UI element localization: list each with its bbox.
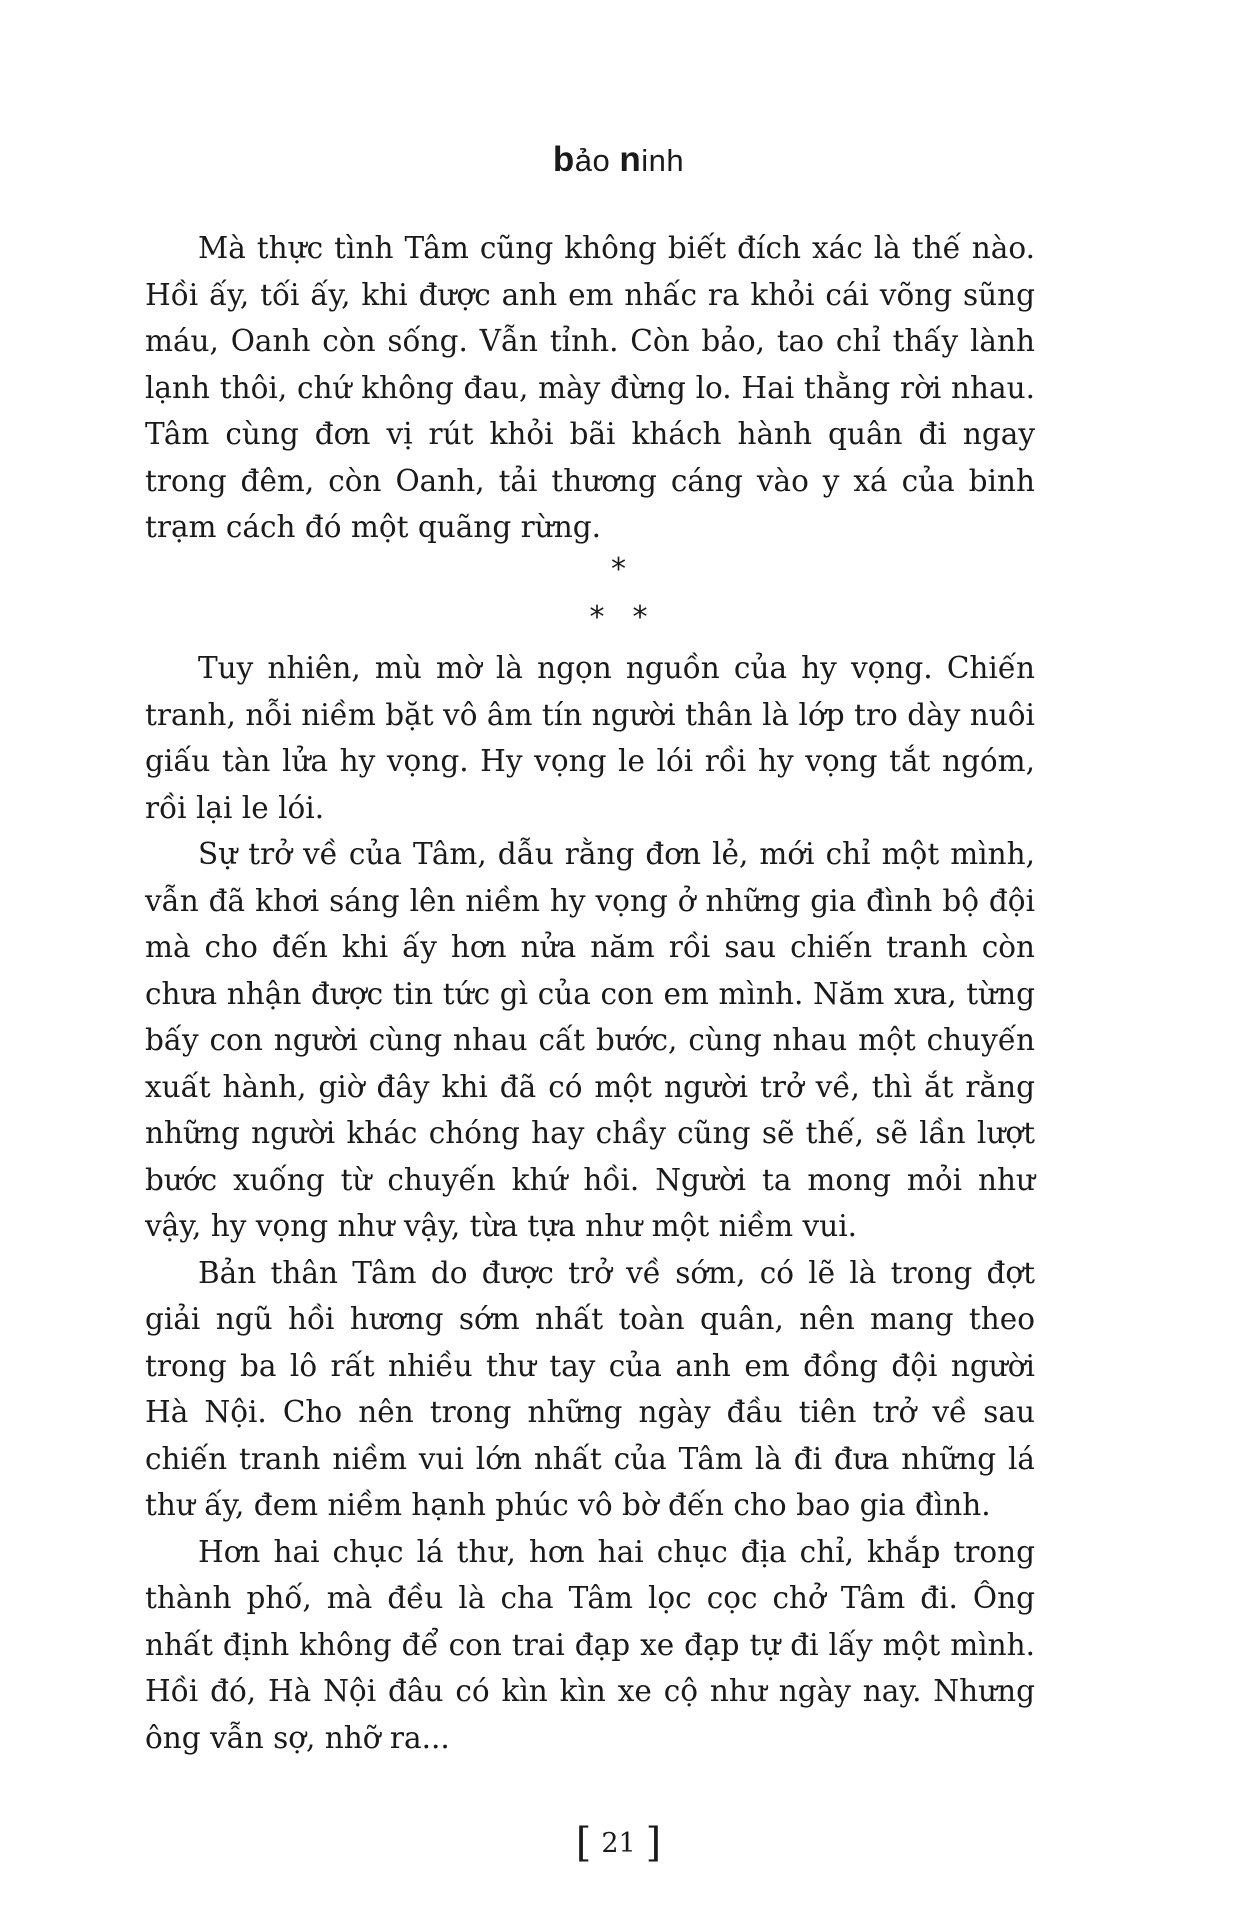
paragraph: Sự trở về của Tâm, dẫu rằng đơn lẻ, mới chỉ một mình, vẫn đã khơi sáng lên niềm hy vọng ở những gia đình bộ đội mà cho đến khi ấy hơn nửa năm rồi sau chiến tranh còn chưa nhận được tin tức gì của con em mình. Năm xưa, từng bấy con người cùng nhau cất bước, cùng nhau một chuyến xuất hành, giờ đây khi đã có một người trở về, thì ắt rằng những người khác chóng hay chầy cũng sẽ thế, sẽ lần lượt bước xuống từ chuyến khứ hồi. Người ta mong mỏi như vậy, hy vọng như vậy, từa tựa như một niềm vui.: [145, 837, 1035, 1243]
body-text-section-two: [145, 645, 1035, 1761]
paragraph: Hơn hai chục lá thư, hơn hai chục địa chỉ, khắp trong thành phố, mà đều là cha Tâm lọc cọc chở Tâm đi. Ông nhất định không để con trai đạp xe đạp tự đi lấy một mình. Hồi đó, Hà Nội đâu có kìn kìn xe cộ như ngày nay. Nhưng ông vẫn sợ, nhỡ ra...: [145, 1534, 1035, 1755]
author-initial-n: n: [619, 140, 642, 179]
section-separator-top: [0, 552, 1237, 587]
author-initial-b: b: [552, 140, 575, 179]
separator-star: *: [632, 600, 648, 635]
separator-star: *: [611, 552, 626, 587]
paragraph: Tuy nhiên, mù mờ là ngọn nguồn của hy vọng. Chiến tranh, nỗi niềm bặt vô âm tín người thân là lớp tro dày nuôi giấu tàn lửa hy vọng. Hy vọng le lói rồi hy vọng tắt ngóm, rồi lại le lói.: [145, 651, 1035, 825]
separator-star: *: [589, 600, 605, 635]
section-separator-bottom: [0, 600, 1237, 635]
paragraph: Mà thực tình Tâm cũng không biết đích xác là thế nào. Hồi ấy, tối ấy, khi được anh em nhấc ra khỏi cái võng sũng máu, Oanh còn sống. Vẫn tỉnh. Còn bảo, tao chỉ thấy lành lạnh thôi, chứ không đau, mày đừng lo. Hai thằng rời nhau. Tâm cùng đơn vị rút khỏi bãi khách hành quân đi ngay trong đêm, còn Oanh, tải thương cáng vào y xá của binh trạm cách đó một quãng rừng.: [145, 231, 1035, 544]
author-name-part: inh: [641, 143, 685, 178]
page-number: [0, 1820, 1237, 1866]
body-text-section-one: [145, 225, 1035, 551]
paragraph: Bản thân Tâm do được trở về sớm, có lẽ là trong đợt giải ngũ hồi hương sớm nhất toàn quân, nên mang theo trong ba lô rất nhiều thư tay của anh em đồng đội người Hà Nội. Cho nên trong những ngày đầu tiên trở về sau chiến tranh niềm vui lớn nhất của Tâm là đi đưa những lá thư ấy, đem niềm hạnh phúc vô bờ đến cho bao gia đình.: [145, 1255, 1035, 1522]
running-header-author: [0, 140, 1237, 180]
page-number-bracket-close: ]: [645, 1820, 662, 1866]
page-number-value: 21: [601, 1828, 636, 1859]
page-number-bracket-open: [: [575, 1820, 592, 1866]
author-name-part: ảo: [574, 143, 620, 178]
